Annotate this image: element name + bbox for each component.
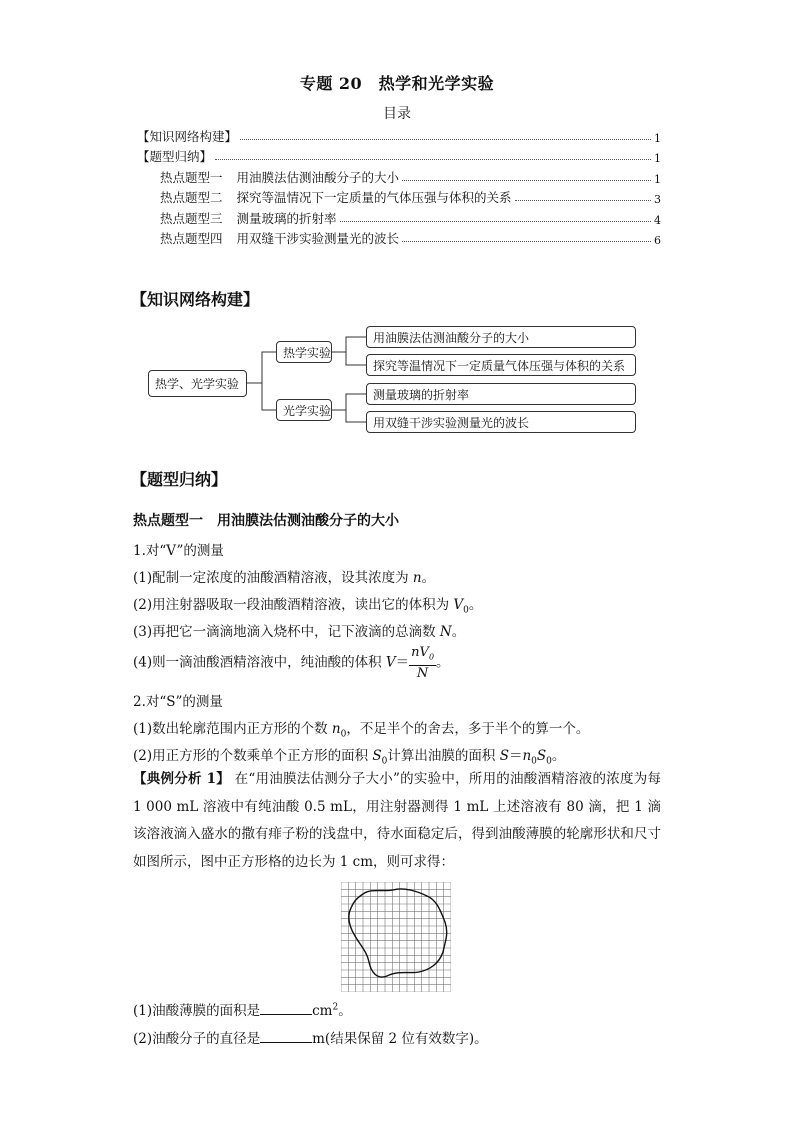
volume-fraction: $\frac{nV_0}{N}$ [411,645,435,681]
v-step-3: (3)再把它一滴滴地滴入烧杯中，记下液滴的总滴数 N。 [133,624,466,640]
toc-page-number: 1 [654,172,661,186]
answer-blank[interactable] [260,1028,312,1043]
toc-heading: 目录 [383,106,411,122]
diagram-root-node: 热学、光学实验 [148,370,247,397]
toc-entry[interactable]: 热点题型一 用油膜法估测油酸分子的大小 1 [160,169,661,186]
section-heading-knowledge-network: 【知识网络构建】 [131,290,260,309]
section-heading-question-types: 【题型归纳】 [131,470,228,489]
toc-page-number: 4 [654,213,661,227]
v-step-1: (1)配制一定浓度的油酸酒精溶液，设其浓度为 n。 [133,570,436,586]
toc-entry[interactable]: 热点题型三 测量玻璃的折射率 4 [160,210,661,227]
toc-page-number: 1 [654,152,661,165]
example-label: 【典例分析 1】 [133,771,231,787]
s-measurement-title: 2.对“S”的测量 [133,694,223,710]
diagram-leaf: 用双缝干涉实验测量光的波长 [366,411,636,433]
diagram-leaf: 探究等温情况下一定质量气体压强与体积的关系 [366,354,636,376]
oil-film-grid-figure [341,882,451,992]
example-text: 在“用油膜法估测分子大小”的实验中，所用的油酸酒精溶液的浓度为每 1 000 mL 溶液中有纯油酸 0.5 mL，用注射器测得 1 mL 上述溶液有 80 滴，把 1 滴该溶液滴入盛水的撒有痱子粉的浅盘中，待水面稳定后，得到油酸薄膜的轮廓形状和尺寸如图所示，图中正方形格的边长为 1 cm，则可求得： [133,771,662,870]
question-2: (2)油酸分子的直径是 m(结果保留 2 位有效数字)。 [133,1027,488,1047]
oil-film-grid-icon [341,882,451,992]
topic-heading: 热点题型一 用油膜法估测油酸分子的大小 [133,513,399,529]
v-measurement-title: 1.对“V”的测量 [133,543,224,559]
toc-entry[interactable]: 【题型归纳】 1 [137,149,661,165]
v-step-2: (2)用注射器吸取一段油酸酒精溶液，读出它的体积为 $V_0$。 [133,597,483,616]
toc-entry[interactable]: 热点题型四 用双缝干涉实验测量光的波长 6 [160,231,661,247]
toc-page-number: 1 [654,131,661,145]
knowledge-network-diagram [140,318,650,443]
s-step-1: (1)数出轮廓范围内正方形的个数 $n_0$，不足半个的舍去，多于半个的算一个。 [133,721,590,740]
v-step-4: (4)则一滴油酸酒精溶液中，纯油酸的体积 V＝ $\frac{nV_0}{N}$ 。 [133,645,450,681]
example-paragraph [133,766,661,876]
toc-page-number: 3 [654,193,661,206]
table-of-contents [137,124,661,247]
question-1: (1)油酸薄膜的面积是 $cm^2$。 [133,999,352,1019]
s-step-2: (2)用正方形的个数乘单个正方形的面积 $S_0$计算出油膜的面积 $S=n_0S_0$。 [133,748,566,767]
answer-blank[interactable] [260,1000,312,1015]
toc-entry[interactable]: 【知识网络构建】 1 [137,128,661,145]
diagram-branch-optical: 光学实验 [276,399,332,421]
toc-page-number: 6 [654,234,661,247]
diagram-branch-thermal: 热学实验 [276,341,332,363]
toc-entry[interactable]: 热点题型二 探究等温情况下一定质量的气体压强与体积的关系 3 [160,190,661,206]
diagram-leaf: 用油膜法估测油酸分子的大小 [366,326,636,348]
page-title: 专题 20 热学和光学实验 [299,74,495,93]
diagram-leaf: 测量玻璃的折射率 [366,383,636,405]
